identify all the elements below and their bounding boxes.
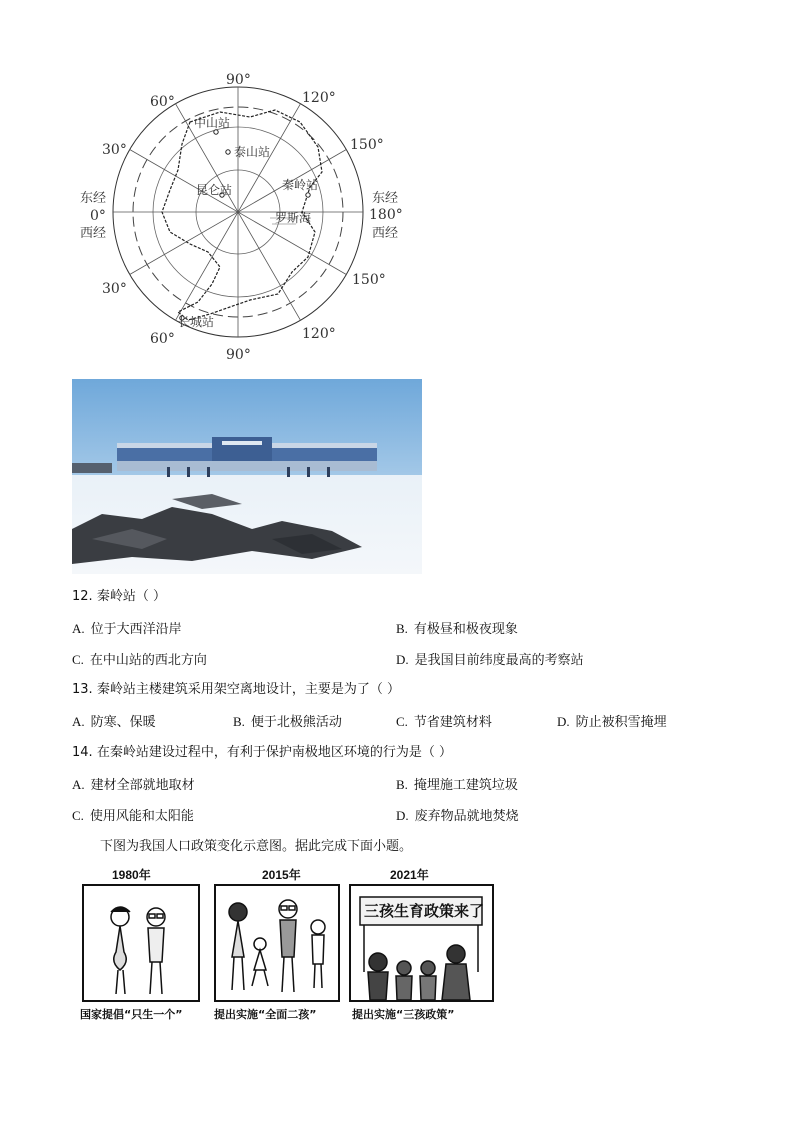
- label-120-topright: 120°: [302, 90, 336, 106]
- three-child-banner: 三孩生育政策来了: [364, 902, 485, 920]
- label-0: 0°: [90, 208, 106, 224]
- q12-option-b[interactable]: B. 有极昼和极夜现象: [396, 621, 518, 637]
- q12-option-a[interactable]: A. 位于大西洋沿岸: [72, 621, 182, 637]
- q12-option-d[interactable]: D. 是我国目前纬度最高的考察站: [396, 652, 584, 668]
- q14-option-c[interactable]: C. 使用风能和太阳能: [72, 808, 194, 824]
- station-qinling: 秦岭站: [282, 178, 319, 192]
- label-30-left: 30°: [102, 142, 127, 158]
- label-west-right: 西经: [372, 226, 399, 241]
- label-60-topleft: 60°: [150, 94, 175, 110]
- label-60-bottomleft: 60°: [150, 331, 175, 347]
- label-east-right: 东经: [372, 191, 399, 206]
- question-14-text: 在秦岭站建设过程中，有利于保护南极地区环境的行为是（ ）: [96, 745, 452, 760]
- caption-1980: 国家提倡“只生一个”: [80, 1008, 183, 1021]
- question-12-stem: [72, 588, 166, 606]
- label-ross-sea: 罗斯海: [275, 211, 312, 225]
- label-150-right: 150°: [350, 137, 384, 153]
- q13-option-b[interactable]: B. 便于北极熊活动: [233, 714, 342, 730]
- question-12-text: 秦岭站（ ）: [96, 589, 166, 604]
- question-13-number: 13.: [72, 682, 93, 697]
- q13-option-d[interactable]: D. 防止被积雪掩埋: [557, 714, 667, 730]
- q14-option-d[interactable]: D. 废弃物品就地焚烧: [396, 808, 519, 824]
- question-14-stem: [72, 744, 452, 762]
- question-14-number: 14.: [72, 745, 93, 760]
- panel-year-2021: 2021年: [390, 868, 429, 882]
- q14-option-b[interactable]: B. 掩埋施工建筑垃圾: [396, 777, 518, 793]
- label-west-left: 西经: [80, 226, 107, 241]
- panel-year-2015: 2015年: [262, 868, 301, 882]
- station-taishan: 泰山站: [234, 145, 271, 159]
- label-90-bottom: 90°: [226, 347, 251, 363]
- label-150-bottomright: 150°: [352, 272, 386, 288]
- caption-2021: 提出实施“三孩政策”: [352, 1008, 455, 1021]
- label-east-left: 东经: [80, 191, 107, 206]
- q13-option-c[interactable]: C. 节省建筑材料: [396, 714, 492, 730]
- panel-year-1980: 1980年: [112, 868, 151, 882]
- qinling-station-photo: [72, 379, 422, 574]
- policy-intro: 下图为我国人口政策变化示意图。据此完成下面小题。: [100, 839, 413, 854]
- question-13-stem: [72, 681, 400, 699]
- antarctica-map: [70, 62, 420, 372]
- population-policy-figure: [78, 866, 498, 1026]
- caption-2015: 提出实施“全面二孩”: [214, 1008, 317, 1021]
- q14-option-a[interactable]: A. 建材全部就地取材: [72, 777, 195, 793]
- label-30-bottomleft: 30°: [102, 281, 127, 297]
- station-kunlun: 昆仑站: [196, 183, 233, 197]
- station-changcheng: 长城站: [178, 315, 215, 329]
- label-90-top: 90°: [226, 72, 251, 88]
- label-180: 180°: [369, 207, 403, 223]
- label-120-bottomright: 120°: [302, 326, 336, 342]
- question-13-text: 秦岭站主楼建筑采用架空离地设计，主要是为了（ ）: [96, 682, 400, 697]
- question-12-number: 12.: [72, 589, 93, 604]
- q13-option-a[interactable]: A. 防寒、保暖: [72, 714, 156, 730]
- q12-option-c[interactable]: C. 在中山站的西北方向: [72, 652, 207, 668]
- station-zhongshan: 中山站: [194, 116, 231, 130]
